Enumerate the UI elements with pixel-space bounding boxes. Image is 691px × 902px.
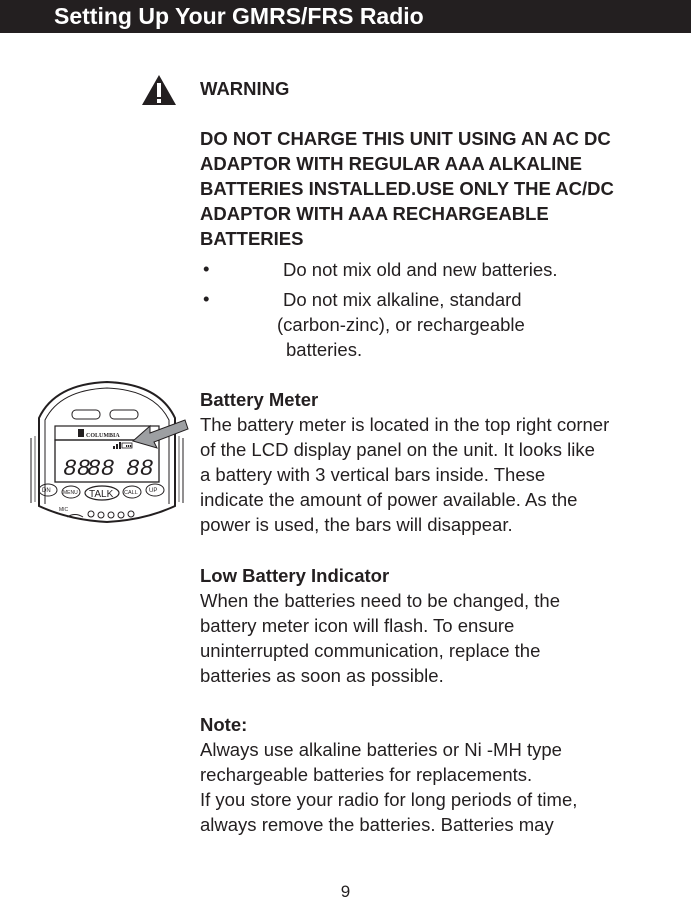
header-bar xyxy=(0,0,691,33)
radio-illustration xyxy=(25,378,190,528)
warning-line: BATTERIES xyxy=(200,228,304,249)
lcd-digits-2: 88 xyxy=(87,456,115,482)
button-label-talk: TALK xyxy=(89,489,114,500)
bullet-marker: • xyxy=(203,258,210,279)
lcd-digits-3: 88 xyxy=(126,456,154,482)
section-heading-low-battery: Low Battery Indicator xyxy=(200,565,390,586)
bullet-marker: • xyxy=(203,288,210,309)
button-label-up: UP xyxy=(149,488,158,494)
button-label-menu: MENU xyxy=(63,490,78,496)
paragraph-line: batteries as soon as possible. xyxy=(200,665,444,686)
warning-line: ADAPTOR WITH AAA RECHARGEABLE xyxy=(200,203,549,224)
lcd-digits-1: 88 xyxy=(63,456,91,482)
paragraph-line: a battery with 3 vertical bars inside. These xyxy=(200,464,546,485)
bullet-text: (carbon-zinc), or rechargeable xyxy=(277,314,525,335)
bullet-text: Do not mix old and new batteries. xyxy=(283,259,558,280)
paragraph-line: power is used, the bars will disappear. xyxy=(200,514,513,535)
paragraph-line: The battery meter is located in the top right corner xyxy=(200,414,610,435)
paragraph-line: rechargeable batteries for replacements. xyxy=(200,764,533,785)
mic-label: MIC xyxy=(59,507,69,513)
section-heading-battery-meter: Battery Meter xyxy=(200,389,319,410)
paragraph-line: If you store your radio for long periods of time, xyxy=(200,789,578,810)
paragraph-line: battery meter icon will flash. To ensure xyxy=(200,615,515,636)
page-number: 9 xyxy=(340,882,351,901)
paragraph-line: indicate the amount of power available. As the xyxy=(200,489,578,510)
bullet-text: batteries. xyxy=(286,339,363,360)
paragraph-line: of the LCD display panel on the unit. It looks like xyxy=(200,439,595,460)
button-label-call: CALL xyxy=(124,490,138,496)
paragraph-line: Always use alkaline batteries or Ni -MH type xyxy=(200,739,562,760)
warning-line: BATTERIES INSTALLED.USE ONLY THE AC/DC xyxy=(200,178,614,199)
paragraph-line: always remove the batteries. Batteries may xyxy=(200,814,554,835)
bullet-text: Do not mix alkaline, standard xyxy=(283,289,522,310)
paragraph-line: When the batteries need to be changed, the xyxy=(200,590,560,611)
paragraph-line: uninterrupted communication, replace the xyxy=(200,640,541,661)
warning-line: ADAPTOR WITH REGULAR AAA ALKALINE xyxy=(200,153,582,174)
radio-brand-label: COLUMBIA xyxy=(86,433,120,439)
warning-icon xyxy=(141,74,177,106)
section-heading-note: Note: xyxy=(200,714,248,735)
button-label-dn: DN xyxy=(42,488,51,494)
page-title: Setting Up Your GMRS/FRS Radio xyxy=(54,3,424,29)
pointer-arrow-icon xyxy=(133,420,188,448)
warning-heading: WARNING xyxy=(200,78,290,99)
warning-line: DO NOT CHARGE THIS UNIT USING AN AC DC xyxy=(200,128,611,149)
